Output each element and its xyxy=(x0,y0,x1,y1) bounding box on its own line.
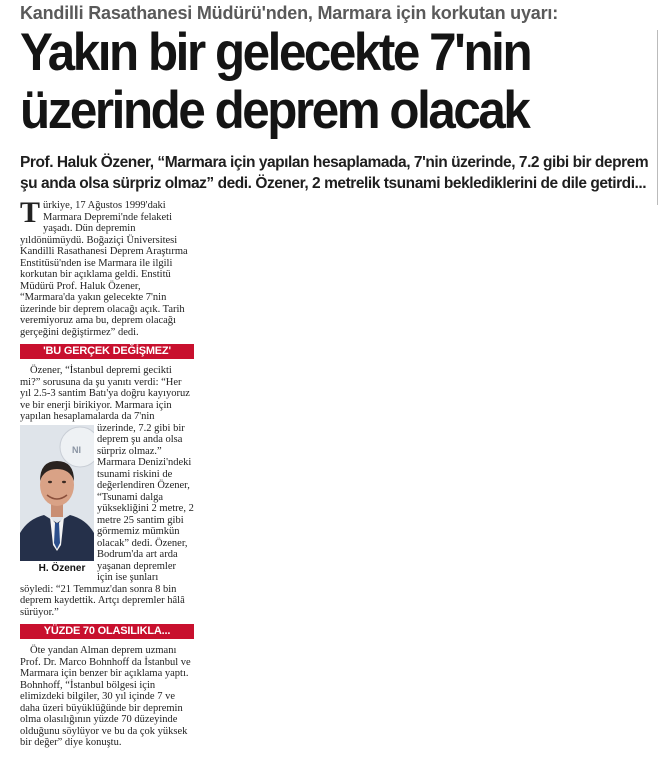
article-spot xyxy=(20,152,660,194)
adjacent-column-edge xyxy=(657,30,662,205)
headline-line-1: Yakın bir gelecekte 7'nin xyxy=(20,23,531,82)
spot-line-1: Prof. Haluk Özener, “Marmara için yapılan hesaplamada, 7'nin üzerinde, 7.2 gibi bir deprem xyxy=(20,154,649,171)
svg-text:NI: NI xyxy=(72,444,81,455)
body-paragraph-2b-text: üzerinde, 7.2 gibi bir deprem şu anda olsa sürpriz olmaz.” Marmara Denizi'ndeki tsunami riskini de değerlendiren Özener, “Tsunami dalga yüksekliğini 2 metre, 2 metre 25 santim gibi görmemiz mümkün olacak” dedi. Özener, Bodrum'da art arda yaşanan depremler için ise şunları söyledi: “21 Temmuz'dan sonra 8 bin deprem kaydettik. Artçı depremler hâlâ sürüyor.” xyxy=(20,422,194,618)
body-paragraph-2 xyxy=(20,365,194,618)
body-paragraph-1-text: ürkiye, 17 Ağustos 1999'daki Marmara Depremi'nde felaketi yaşadı. Dün depremin yıldönümüydü. Boğaziçi Üniversitesi Kandilli Rasathanesi Deprem Araştırma Enstitüsü'nden ise Marmara ile ilgili korkutan bir açıklama geldi. Enstitü Müdürü Prof. Haluk Özener, “Marmara'da yakın gelecekte 7'nin üzerinde bir deprem olacağı açık. Tarih veremiyoruz ama bu, deprem olacağı gerçeğini değiştirmez” dedi. xyxy=(20,200,188,338)
headline-line-2: üzerinde deprem olacak xyxy=(20,81,529,140)
portrait-image-icon xyxy=(20,425,94,561)
spot-line-2: şu anda olsa sürpriz olmaz” dedi. Özener, 2 metrelik tsunami beklediklerini de dile getirdi... xyxy=(20,175,647,192)
body-paragraph-2a-text: Özener, “İstanbul depremi gecikti mi?” sorusuna da şu yanıtı verdi: “Her yıl 2.5-3 santim Batı'ya doğru kayıyoruz ve bir enerji birikiyor. Marmara için yapılan hesaplamalarda da 7'nin xyxy=(20,365,190,422)
subheading-bu-gercek-degismez: 'BU GERÇEK DEĞİŞMEZ' xyxy=(20,344,194,359)
body-paragraph-1 xyxy=(20,196,194,338)
article-kicker: Kandilli Rasathanesi Müdürü'nden, Marmara için korkutan uyarı: xyxy=(20,3,558,23)
article-headline xyxy=(20,24,615,140)
photo-caption: H. Özener xyxy=(20,561,94,577)
portrait-photo xyxy=(20,425,94,577)
subheading-yuzde-70: YÜZDE 70 OLASILIKLA... xyxy=(20,624,194,639)
drop-cap: T xyxy=(20,196,41,229)
article-body-column xyxy=(20,196,194,749)
body-paragraph-3: Öte yandan Alman deprem uzmanı Prof. Dr. Marco Bohnhoff da İstanbul ve Marmara için benzer bir açıklama yaptı. Bohnhoff, “İstanbul bölgesi için elimizdeki bilgiler, 30 yıl içinde 7 ve daha üzeri büyüklüğünde bir depremin olma olasılığının yüzde 70 düzeyinde olduğunu söylüyor ve bu da çok yüksek bir değer” diye konuştu. xyxy=(20,645,191,748)
